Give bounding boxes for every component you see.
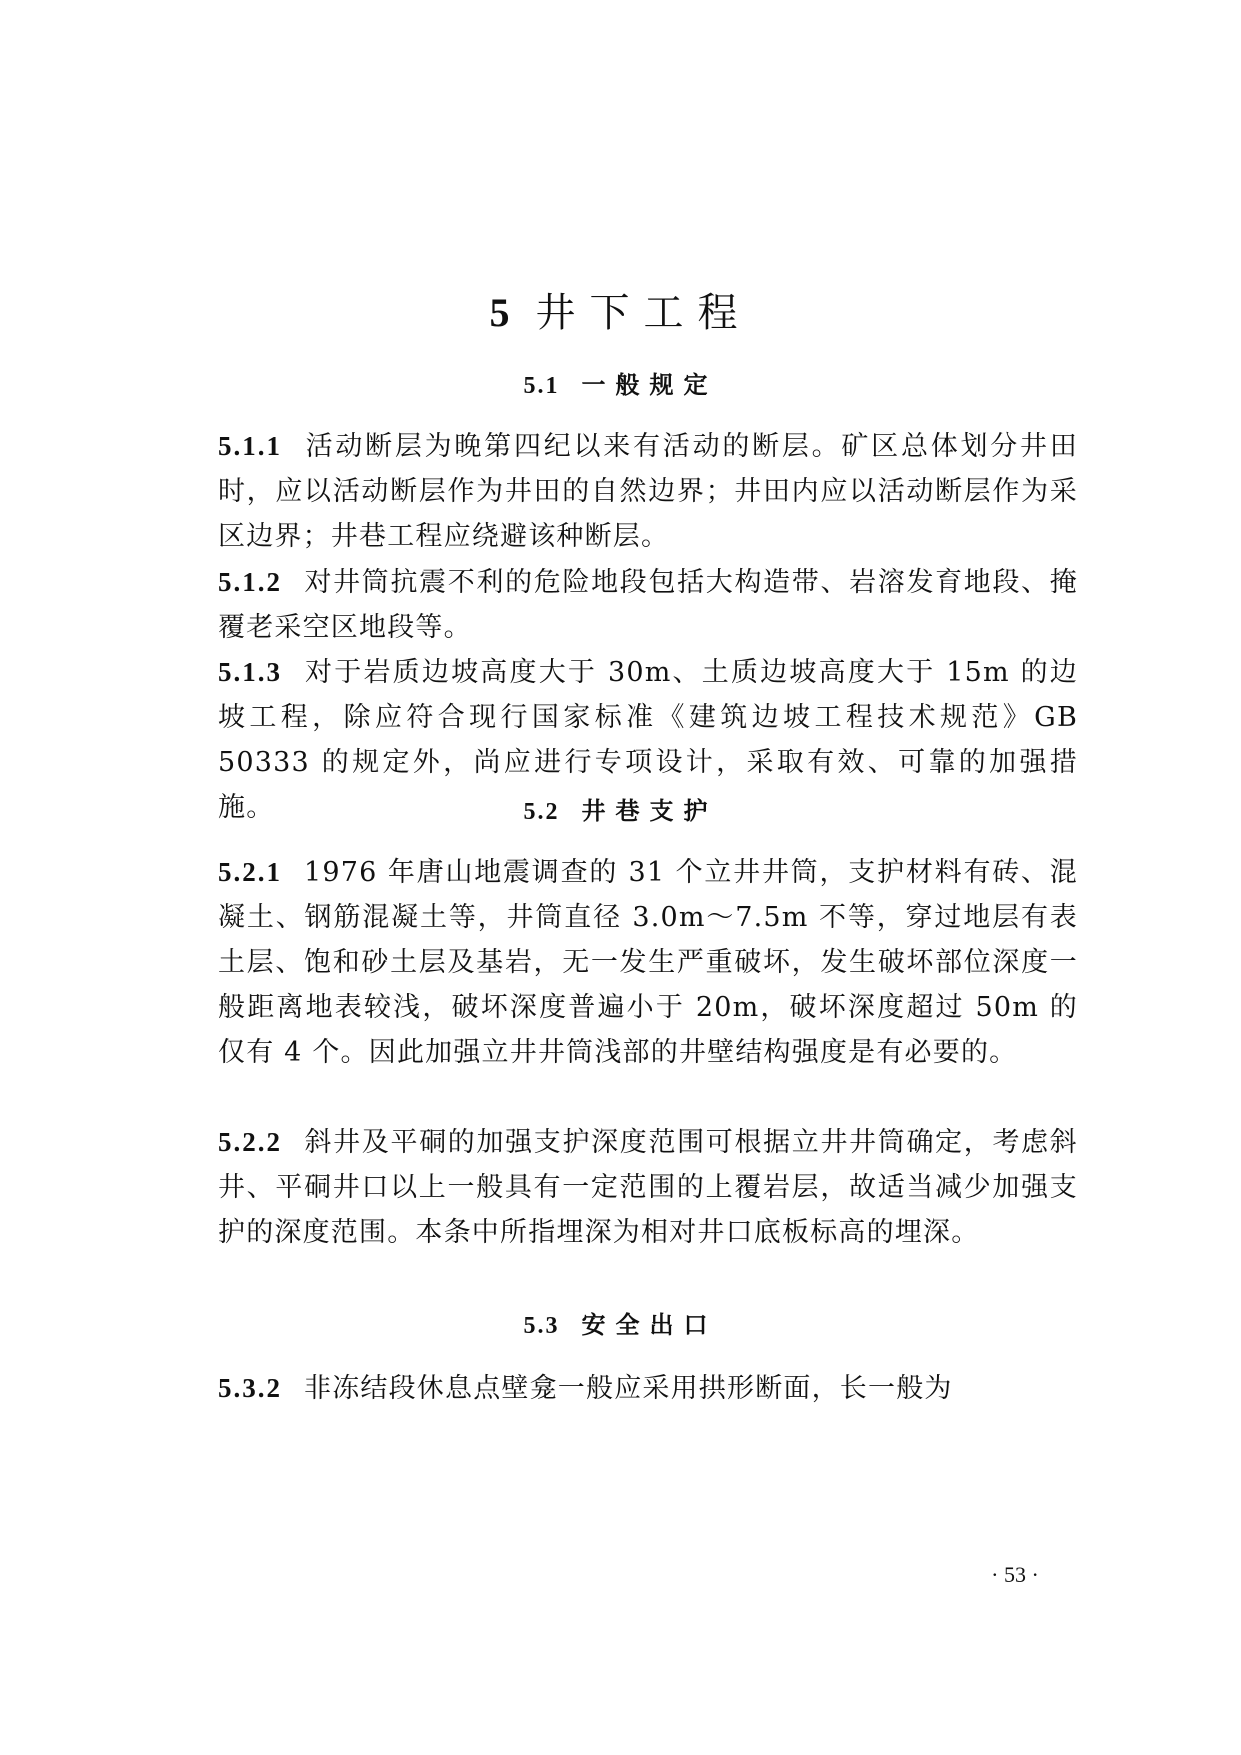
clause-5-2-2 <box>218 1120 1078 1255</box>
chapter-number: 5 <box>489 290 510 335</box>
clause-text: 对井筒抗震不利的危险地段包括大构造带、岩溶发育地段、掩覆老采空区地段等。 <box>218 567 1078 643</box>
section-heading-5-3 <box>0 1308 1241 1343</box>
section-title: 一般规定 <box>581 370 718 399</box>
clause-text: 活动断层为晚第四纪以来有活动的断层。矿区总体划分井田时，应以活动断层作为井田的自然边界；井田内应以活动断层作为采区边界；井巷工程应绕避该种断层。 <box>218 431 1078 552</box>
clause-number: 5.1.2 <box>218 567 282 597</box>
clause-5-3-2 <box>218 1366 1078 1411</box>
chapter-title <box>0 285 1241 341</box>
section-number: 5.3 <box>523 1313 560 1339</box>
section-heading-5-2 <box>0 794 1241 829</box>
clause-text: 斜井及平硐的加强支护深度范围可根据立井井筒确定，考虑斜井、平硐井口以上一般具有一定范围的上覆岩层，故适当减少加强支护的深度范围。本条中所指埋深为相对井口底板标高的埋深。 <box>218 1127 1078 1248</box>
clause-5-1-2 <box>218 560 1078 650</box>
chapter-title-text: 井下工程 <box>535 290 752 336</box>
section-heading-5-1 <box>0 368 1241 403</box>
clause-5-1-1 <box>218 424 1078 559</box>
page-number: · 53 · <box>991 1562 1039 1587</box>
section-title: 井巷支护 <box>581 796 718 825</box>
clause-text: 1976 年唐山地震调查的 31 个立井井筒，支护材料有砖、混凝土、钢筋混凝土等，井筒直径 3.0m～7.5m 不等，穿过地层有表土层、饱和砂土层及基岩，无一发生严重破坏，发生破坏部位深度一般距离地表较浅，破坏深度普遍小于 20m，破坏深度超过 50m 的仅有 4 个。因此加强立井井筒浅部的井壁结构强度是有必要的。 <box>218 857 1078 1068</box>
clause-number: 5.3.2 <box>218 1373 282 1403</box>
clause-text: 非冻结段休息点壁龛一般应采用拱形断面，长一般为 <box>304 1373 953 1404</box>
section-number: 5.1 <box>523 373 560 399</box>
clause-text: 对于岩质边坡高度大于 30m、土质边坡高度大于 15m 的边坡工程，除应符合现行国家标准《建筑边坡工程技术规范》GB 50333 的规定外，尚应进行专项设计，采取有效、可靠的加强措施。 <box>218 657 1078 823</box>
clause-number: 5.1.1 <box>218 431 282 461</box>
section-number: 5.2 <box>523 799 560 825</box>
clause-5-2-1 <box>218 850 1078 1075</box>
clause-number: 5.1.3 <box>218 657 282 687</box>
clause-number: 5.2.2 <box>218 1127 282 1157</box>
section-title: 安全出口 <box>581 1310 718 1339</box>
clause-number: 5.2.1 <box>218 857 282 887</box>
